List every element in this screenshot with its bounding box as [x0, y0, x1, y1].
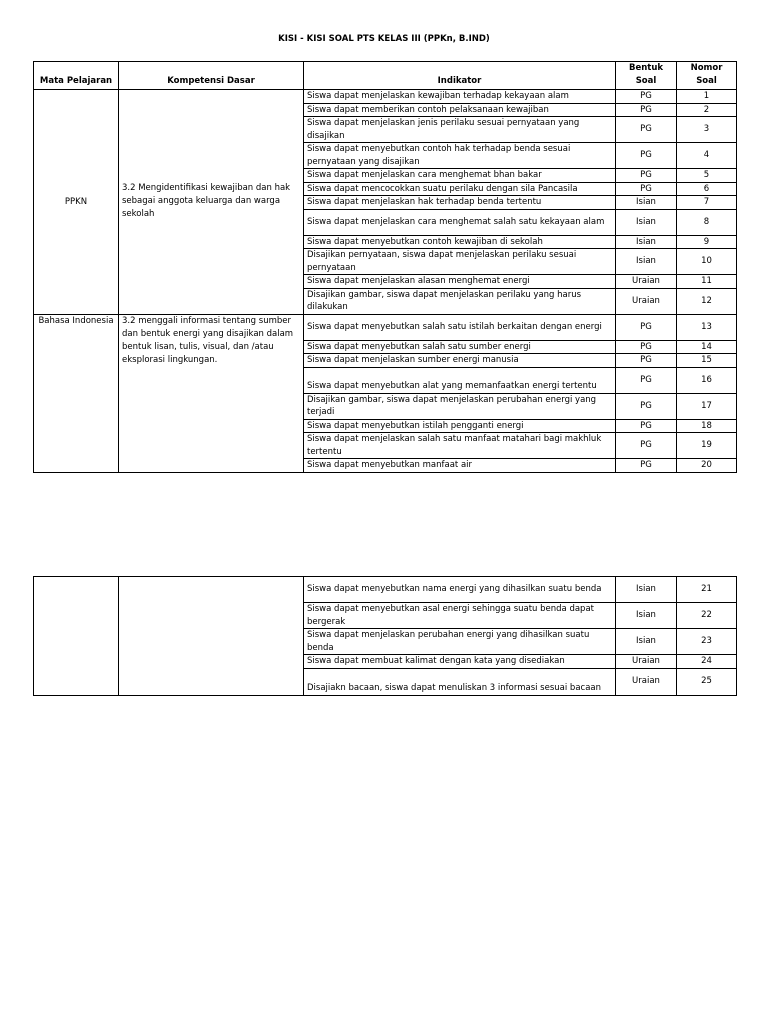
kompetensi-dasar-cell-ppkn: 3.2 Mengidentifikasi kewajiban dan hak sebagai anggota keluarga dan warga sekolah — [119, 90, 304, 315]
bentuk-soal-cell: Isian — [616, 196, 677, 210]
nomor-soal-cell: 15 — [677, 354, 737, 368]
bentuk-soal-cell: PG — [616, 169, 677, 183]
subject-cell-empty — [34, 577, 119, 696]
indikator-cell: Siswa dapat menjelaskan perubahan energi yang dihasilkan suatu benda — [304, 629, 616, 655]
table-row — [34, 577, 737, 603]
table-header-row — [34, 62, 737, 90]
header-mata-pelajaran: Mata Pelajaran — [34, 62, 119, 90]
nomor-soal-cell: 21 — [677, 577, 737, 603]
bentuk-soal-cell: PG — [616, 393, 677, 419]
bentuk-soal-cell: Uraian — [616, 655, 677, 669]
bentuk-soal-cell: PG — [616, 367, 677, 393]
indikator-cell: Siswa dapat menyebutkan asal energi sehingga suatu benda dapat bergerak — [304, 603, 616, 629]
header-kompetensi-dasar: Kompetensi Dasar — [119, 62, 304, 90]
indikator-cell: Disajiakn bacaan, siswa dapat menuliskan 3 informasi sesuai bacaan — [304, 668, 616, 695]
kisi-kisi-table-continued — [33, 576, 737, 696]
nomor-soal-cell: 24 — [677, 655, 737, 669]
indikator-cell: Siswa dapat menyebutkan salah satu istilah berkaitan dengan energi — [304, 314, 616, 340]
bentuk-soal-cell: PG — [616, 182, 677, 196]
nomor-soal-cell: 3 — [677, 117, 737, 143]
header-indikator: Indikator — [304, 62, 616, 90]
indikator-cell: Disajikan gambar, siswa dapat menjelaskan perubahan energi yang terjadi — [304, 393, 616, 419]
header-bentuk-soal: Bentuk Soal — [616, 62, 677, 90]
indikator-cell: Siswa dapat menjelaskan salah satu manfaat matahari bagi makhluk tertentu — [304, 433, 616, 459]
indikator-cell: Disajikan gambar, siswa dapat menjelaskan perilaku yang harus dilakukan — [304, 288, 616, 314]
indikator-cell: Siswa dapat menjelaskan sumber energi manusia — [304, 354, 616, 368]
subject-cell-bahasa-indonesia: Bahasa Indonesia — [34, 314, 119, 472]
nomor-soal-cell: 2 — [677, 103, 737, 117]
indikator-cell: Disajikan pernyataan, siswa dapat menjelaskan perilaku sesuai pernyataan — [304, 249, 616, 275]
nomor-soal-cell: 1 — [677, 90, 737, 104]
indikator-cell: Siswa dapat menyebutkan salah satu sumber energi — [304, 340, 616, 354]
subject-cell-ppkn: PPKN — [34, 90, 119, 315]
nomor-soal-cell: 8 — [677, 209, 737, 235]
kompetensi-dasar-cell-empty — [119, 577, 304, 696]
nomor-soal-cell: 23 — [677, 629, 737, 655]
table-row — [34, 90, 737, 104]
bentuk-soal-cell: PG — [616, 459, 677, 473]
indikator-cell: Siswa dapat menyebutkan contoh hak terhadap benda sesuai pernyataan yang disajikan — [304, 143, 616, 169]
indikator-cell: Siswa dapat menyebutkan manfaat air — [304, 459, 616, 473]
kompetensi-dasar-cell-bahasa-indonesia: 3.2 menggali informasi tentang sumber dan bentuk energi yang disajikan dalam bentuk lisan, tulis, visual, dan /atau eksplorasi lingkungan. — [119, 314, 304, 472]
nomor-soal-cell: 18 — [677, 419, 737, 433]
bentuk-soal-cell: PG — [616, 90, 677, 104]
document-title: KISI - KISI SOAL PTS KELAS III (PPKn, B.IND) — [278, 34, 490, 44]
nomor-soal-cell: 16 — [677, 367, 737, 393]
kisi-kisi-table — [33, 61, 737, 473]
nomor-soal-cell: 12 — [677, 288, 737, 314]
bentuk-soal-cell: Uraian — [616, 288, 677, 314]
indikator-cell: Siswa dapat menjelaskan hak terhadap benda tertentu — [304, 196, 616, 210]
nomor-soal-cell: 10 — [677, 249, 737, 275]
table-body-continued — [34, 577, 737, 696]
indikator-cell: Siswa dapat membuat kalimat dengan kata yang disediakan — [304, 655, 616, 669]
bentuk-soal-cell: Isian — [616, 577, 677, 603]
indikator-cell: Siswa dapat menjelaskan cara menghemat salah satu kekayaan alam — [304, 209, 616, 235]
indikator-cell: Siswa dapat menjelaskan cara menghemat bhan bakar — [304, 169, 616, 183]
nomor-soal-cell: 4 — [677, 143, 737, 169]
bentuk-soal-cell: Uraian — [616, 275, 677, 289]
table-row — [34, 314, 737, 340]
table-body — [34, 90, 737, 473]
indikator-cell: Siswa dapat menjelaskan alasan menghemat energi — [304, 275, 616, 289]
nomor-soal-cell: 7 — [677, 196, 737, 210]
nomor-soal-cell: 6 — [677, 182, 737, 196]
bentuk-soal-cell: Isian — [616, 249, 677, 275]
bentuk-soal-cell: PG — [616, 314, 677, 340]
nomor-soal-cell: 11 — [677, 275, 737, 289]
nomor-soal-cell: 17 — [677, 393, 737, 419]
indikator-cell: Siswa dapat memberikan contoh pelaksanaan kewajiban — [304, 103, 616, 117]
bentuk-soal-cell: Isian — [616, 235, 677, 249]
indikator-cell: Siswa dapat menyebutkan alat yang memanfaatkan energi tertentu — [304, 367, 616, 393]
bentuk-soal-cell: Uraian — [616, 668, 677, 695]
nomor-soal-cell: 20 — [677, 459, 737, 473]
nomor-soal-cell: 25 — [677, 668, 737, 695]
indikator-cell: Siswa dapat menjelaskan jenis perilaku sesuai pernyataan yang disajikan — [304, 117, 616, 143]
bentuk-soal-cell: PG — [616, 419, 677, 433]
bentuk-soal-cell: Isian — [616, 603, 677, 629]
indikator-cell: Siswa dapat mencocokkan suatu perilaku dengan sila Pancasila — [304, 182, 616, 196]
bentuk-soal-cell: PG — [616, 354, 677, 368]
nomor-soal-cell: 5 — [677, 169, 737, 183]
nomor-soal-cell: 22 — [677, 603, 737, 629]
indikator-cell: Siswa dapat menjelaskan kewajiban terhadap kekayaan alam — [304, 90, 616, 104]
bentuk-soal-cell: PG — [616, 143, 677, 169]
nomor-soal-cell: 13 — [677, 314, 737, 340]
nomor-soal-cell: 9 — [677, 235, 737, 249]
bentuk-soal-cell: PG — [616, 103, 677, 117]
bentuk-soal-cell: PG — [616, 433, 677, 459]
header-nomor-soal: Nomor Soal — [677, 62, 737, 90]
nomor-soal-cell: 14 — [677, 340, 737, 354]
indikator-cell: Siswa dapat menyebutkan istilah pengganti energi — [304, 419, 616, 433]
indikator-cell: Siswa dapat menyebutkan nama energi yang dihasilkan suatu benda — [304, 577, 616, 603]
nomor-soal-cell: 19 — [677, 433, 737, 459]
bentuk-soal-cell: PG — [616, 340, 677, 354]
bentuk-soal-cell: PG — [616, 117, 677, 143]
bentuk-soal-cell: Isian — [616, 209, 677, 235]
indikator-cell: Siswa dapat menyebutkan contoh kewajiban di sekolah — [304, 235, 616, 249]
bentuk-soal-cell: Isian — [616, 629, 677, 655]
